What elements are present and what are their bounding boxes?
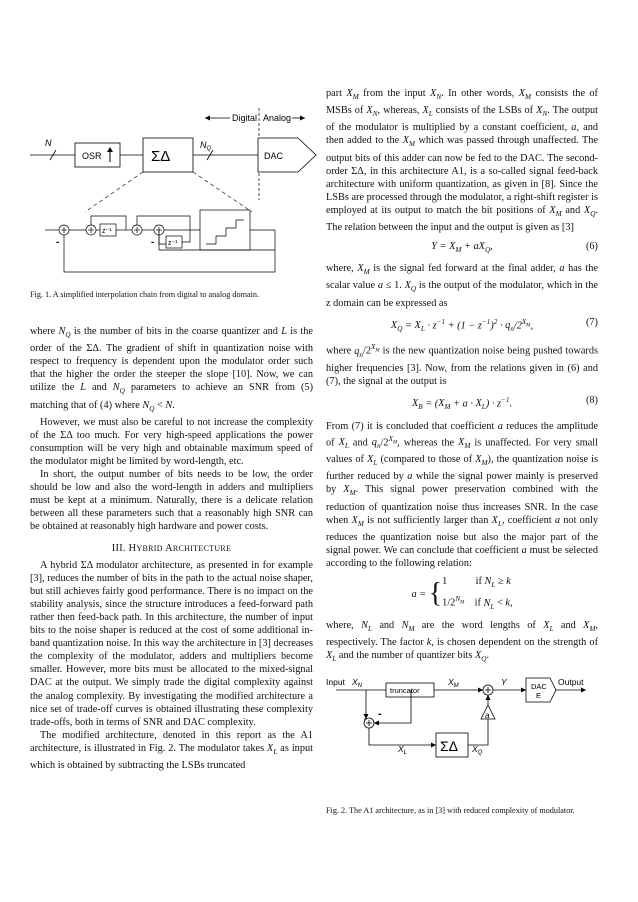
osr-label: OSR xyxy=(82,151,102,161)
figure-1-diagram xyxy=(30,100,330,280)
output-label: Output xyxy=(558,677,584,687)
input-label: Input xyxy=(326,677,345,687)
dac-label: DAC xyxy=(264,151,284,161)
paragraph: part $X_M$ from the input $X_N$. In other words, $X_M$ consists the of MSBs of $X_N$, whereas, $X_L$ consists of the LSBs of $X_N$. The output of the modulator is multiplied by a constant coefficient, a, and then added to the $X_M$ which was passed through unaffected. The output bits of this adder can now be fed to the DAC. The second-order ΣΔ, in this architecture A1, is a so-called signal feed-back architecture with uniform quantization, as given in [8]. Since the LSBs are processed through the modulator, a right-shift register is employed at its output to match the bit positions of $X_M$ and $X_Q$. The relation between the input and the output is given as [3] xyxy=(326,88,599,234)
y-label: Y xyxy=(501,677,507,687)
paragraph: where $N_Q$ is the number of bits in the coarse quantizer and L is the order of the ΣΔ. The gradient of shift in quantization noise with respect to frequency is dependent upon the modulator order such that the higher the order the steeper the slope [10]. Now, we can utilize the L and $N_Q$ parameters to achieve an SNR from (5) matching that of (4) where $N_Q < N$. xyxy=(30,326,313,413)
paragraph: where $q_n/2^{X_M}$ is the new quantization noise being pushed towards higher frequencies [3]. Now, from the relations given in (6) and (7), the signal at the output is xyxy=(326,343,598,387)
xm-label: $X_M$ xyxy=(448,677,459,689)
dac-line1: DAC xyxy=(531,682,547,691)
sigma-delta-label: ΣΔ xyxy=(151,148,171,165)
xn-label: $X_N$ xyxy=(352,677,363,689)
equation-7: $X_Q = X_L \cdot z^{-1} + (1 - z^{-1})^2 \cdot q_n/2^{X_M}$, (7) xyxy=(390,316,598,334)
z-delay-1: z⁻¹ xyxy=(102,228,112,235)
minus-1: - xyxy=(56,237,60,248)
figure-1-caption: Fig. 1. A simplified interpolation chain from digital to analog domain. xyxy=(30,290,259,299)
xl-label: $X_L$ xyxy=(398,744,408,756)
n-label: N xyxy=(45,138,52,148)
nq-label: $N_Q$ xyxy=(200,140,212,152)
z-delay-2: z⁻¹ xyxy=(168,240,178,247)
section-heading: III. HYBRID ARCHITECTURE xyxy=(111,542,232,554)
figure-2-diagram xyxy=(326,665,598,785)
equation-a: a = { 1 if $N_L \ge k$ $1/2^{N_M}$ if $N_L < k$, xyxy=(411,576,513,611)
paragraph: where, $N_L$ and $N_M$ are the word lengths of $X_L$ and $X_M$, respectively. The factor k, is chosen dependent on the strength of $X_L$ and the number of quantizer bits $X_Q$. xyxy=(326,619,599,663)
paragraph: where, $X_M$ is the signal fed forward at the final adder, a has the scalar value a ≤ 1. $X_Q$ is the output of the modulator, which in the z domain can be expressed as xyxy=(326,263,598,309)
left-column xyxy=(30,325,313,772)
minus-sign: - xyxy=(378,708,382,720)
gain-a-label: a xyxy=(485,711,490,720)
paragraph: In short, the output number of bits needs to be low, the order should be low and also the word-length in adders and multipliers must be kept at a minimum. Naturally, there is a delicate relation between all these parameters such that a reasonably high SNR can be obtained at reasonably high hardware and power costs. xyxy=(30,469,313,533)
paragraph: However, we must also be careful to not increase the complexity of the ΣΔ too much. For very high-speed applications the power consumption will be very high and obtainable maximum speed of the modulator might be limited by word-length, etc. xyxy=(30,416,313,467)
figure-2-caption: Fig. 2. The A1 architecture, as in [3] with reduced complexity of modulator. xyxy=(326,806,575,815)
dac-line2: E xyxy=(536,691,542,700)
equation-6: $Y = X_M + aX_Q$, (6) xyxy=(431,241,598,255)
equation-8: $X_B = (X_M + a \cdot X_L) \cdot z^{-1}$. (8) xyxy=(411,394,598,412)
paragraph: From (7) it is concluded that coefficient a reduces the amplitude of $X_L$ and $q_n/2^{X_M}$, whereas the $X_M$ is unaffected. For very small values of $X_L$ (compared to those of $X_M$), the quantization noise is further reduced by a while the signal power mainly is preserved by $X_M$. This signal power preservation combined with the reduction of quantization noise thus increases SNR. In the case when $X_M$ is not sufficiently larger than $X_L$, coefficient a not only reduces the quantization noise but also the major part of the signal power. We can conclude that coefficient a must be selected according to the following relation: xyxy=(326,420,599,569)
truncator-label: truncator xyxy=(390,686,420,695)
sigma-delta-label-2: ΣΔ xyxy=(440,738,459,754)
modulator-detail xyxy=(45,210,275,272)
paragraph: A hybrid ΣΔ modulator architecture, as presented in for example [3], reduces the number of bits in the path to the actual noise shaper, but still achieves fairly good performance. There is no impact on the stability analysis, since the structure introduces a feed-forward path rather then feed-back path. In this architecture, the number of input bits to the noise shaper is reduced at the cost of some additional in-band quantization noise. In this way the architecture in [3] decreases the complexity of the modulator, adders and multipliers become smaller. However, more bits must be allocated to the mixed-signal DAC at the output. We simply trade the digital complexity against the analog complexity. By investigating the modified architecture a nice set of trade-off curves is obtained illustrating these complexity trade-offs, both in terms of SNR and DAC complexity. xyxy=(30,559,313,728)
minus-2: - xyxy=(151,237,155,248)
right-column xyxy=(326,87,598,666)
analog-label: Analog xyxy=(263,113,292,123)
paragraph: The modified architecture, denoted in this report as the A1 architecture, is illustrated in Fig. 2. The modulator takes $X_L$ as input which is obtained by subtracting the LSBs truncated xyxy=(30,729,313,772)
digital-label: Digital xyxy=(232,113,258,123)
xq-label: $X_Q$ xyxy=(472,744,483,756)
